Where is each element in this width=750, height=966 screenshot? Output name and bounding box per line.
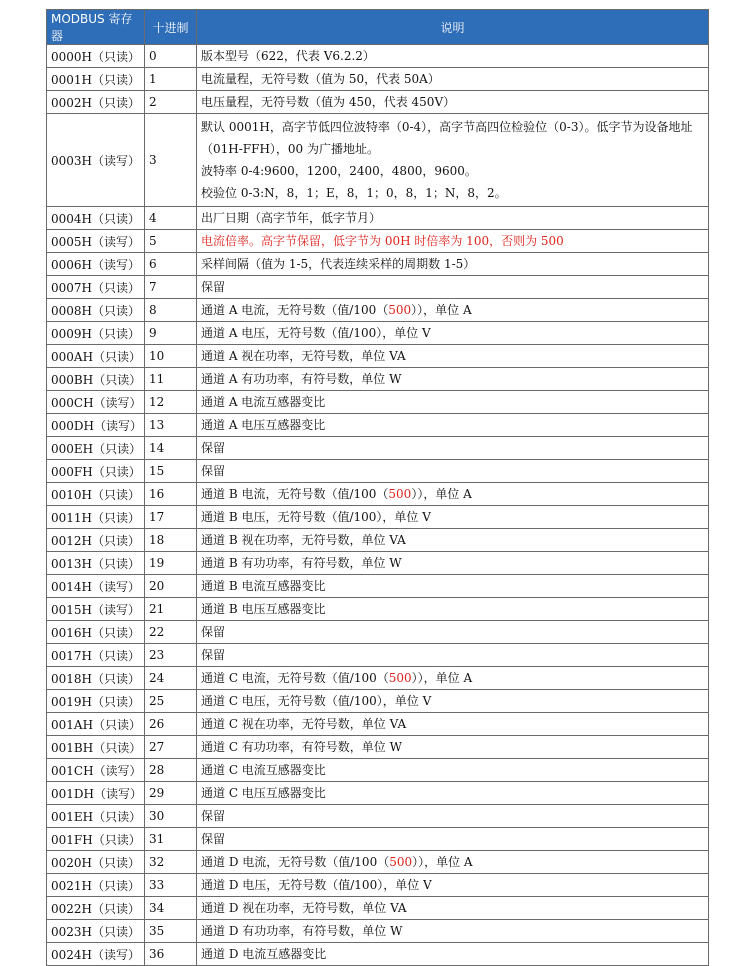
- table-row: [47, 345, 709, 368]
- register-address-cell: 0020H（只读）: [47, 851, 145, 874]
- description-cell: [197, 299, 709, 322]
- decimal-value-cell: 26: [145, 713, 197, 736]
- table-row: [47, 759, 709, 782]
- decimal-value-cell: 6: [145, 253, 197, 276]
- register-address-cell: 0007H（只读）: [47, 276, 145, 299]
- table-header-row: [47, 10, 709, 45]
- decimal-value-cell: 35: [145, 920, 197, 943]
- table-body: [47, 45, 709, 966]
- table-row: [47, 253, 709, 276]
- table-row: [47, 851, 709, 874]
- table-row: [47, 552, 709, 575]
- table-row: [47, 207, 709, 230]
- description-cell: 通道 D 电流互感器变比: [197, 943, 709, 966]
- highlight-value: 500: [389, 855, 413, 869]
- table-row: [47, 45, 709, 68]
- table-row: [47, 644, 709, 667]
- description-text: ）），单位 A: [411, 487, 472, 501]
- table-row: [47, 598, 709, 621]
- table-row: [47, 920, 709, 943]
- register-address-cell: 000AH（只读）: [47, 345, 145, 368]
- description-cell: 通道 A 电流互感器变比: [197, 391, 709, 414]
- register-address-cell: 001FH（只读）: [47, 828, 145, 851]
- register-address-cell: 0005H（读写）: [47, 230, 145, 253]
- register-address-cell: 0022H（只读）: [47, 897, 145, 920]
- register-address-cell: 0011H（只读）: [47, 506, 145, 529]
- description-cell: 通道 C 视在功率，无符号数，单位 VA: [197, 713, 709, 736]
- description-cell: 保留: [197, 828, 709, 851]
- table-row: [47, 805, 709, 828]
- table-row: [47, 506, 709, 529]
- decimal-value-cell: 32: [145, 851, 197, 874]
- column-header-register: MODBUS 寄存器: [47, 10, 145, 45]
- table-row: [47, 368, 709, 391]
- register-address-cell: 0008H（只读）: [47, 299, 145, 322]
- table-row: [47, 114, 709, 207]
- register-address-cell: 0009H（只读）: [47, 322, 145, 345]
- description-cell: 通道 B 有功功率，有符号数，单位 W: [197, 552, 709, 575]
- description-cell: 通道 C 电压，无符号数（值/100），单位 V: [197, 690, 709, 713]
- decimal-value-cell: 34: [145, 897, 197, 920]
- register-address-cell: 0000H（只读）: [47, 45, 145, 68]
- description-text: 通道 B 电流，无符号数（值/100（: [201, 487, 389, 501]
- decimal-value-cell: 31: [145, 828, 197, 851]
- decimal-value-cell: 7: [145, 276, 197, 299]
- column-header-description: 说明: [197, 10, 709, 45]
- table-row: [47, 874, 709, 897]
- register-address-cell: 0004H（只读）: [47, 207, 145, 230]
- decimal-value-cell: 23: [145, 644, 197, 667]
- description-cell: 保留: [197, 644, 709, 667]
- register-address-cell: 0012H（只读）: [47, 529, 145, 552]
- decimal-value-cell: 36: [145, 943, 197, 966]
- decimal-value-cell: 19: [145, 552, 197, 575]
- register-address-cell: 001DH（读写）: [47, 782, 145, 805]
- decimal-value-cell: 1: [145, 68, 197, 91]
- description-cell: 出厂日期（高字节年，低字节月）: [197, 207, 709, 230]
- description-line: 默认 0001H，高字节低四位波特率（0-4），高字节高四位检验位（0-3）。低字节为设备地址（01H-FFH），00 为广播地址。: [201, 120, 693, 156]
- table-row: [47, 736, 709, 759]
- description-cell: [197, 483, 709, 506]
- register-address-cell: 0016H（只读）: [47, 621, 145, 644]
- description-text: ）），单位 A: [411, 303, 472, 317]
- table-row: [47, 299, 709, 322]
- register-address-cell: 001CH（读写）: [47, 759, 145, 782]
- highlight-value: 500: [388, 671, 412, 685]
- decimal-value-cell: 10: [145, 345, 197, 368]
- register-address-cell: 0014H（读写）: [47, 575, 145, 598]
- register-address-cell: 0023H（只读）: [47, 920, 145, 943]
- decimal-value-cell: 18: [145, 529, 197, 552]
- description-cell: 通道 D 有功功率，有符号数，单位 W: [197, 920, 709, 943]
- table-row: [47, 713, 709, 736]
- description-cell: 保留: [197, 276, 709, 299]
- column-header-decimal: 十进制: [145, 10, 197, 45]
- table-row: [47, 782, 709, 805]
- decimal-value-cell: 30: [145, 805, 197, 828]
- description-cell: 通道 A 有功功率，有符号数，单位 W: [197, 368, 709, 391]
- register-address-cell: 000BH（只读）: [47, 368, 145, 391]
- description-cell: [197, 667, 709, 690]
- description-text: 通道 D 电流，无符号数（值/100（: [201, 855, 390, 869]
- description-cell: 保留: [197, 805, 709, 828]
- decimal-value-cell: 20: [145, 575, 197, 598]
- decimal-value-cell: 4: [145, 207, 197, 230]
- description-cell: 电流量程，无符号数（值为 50，代表 50A）: [197, 68, 709, 91]
- register-address-cell: 0021H（只读）: [47, 874, 145, 897]
- decimal-value-cell: 11: [145, 368, 197, 391]
- decimal-value-cell: 17: [145, 506, 197, 529]
- description-cell: 通道 B 视在功率，无符号数，单位 VA: [197, 529, 709, 552]
- description-cell: 电流倍率。高字节保留，低字节为 00H 时倍率为 100，否则为 500: [197, 230, 709, 253]
- decimal-value-cell: 22: [145, 621, 197, 644]
- table-row: [47, 529, 709, 552]
- decimal-value-cell: 21: [145, 598, 197, 621]
- register-address-cell: 0015H（读写）: [47, 598, 145, 621]
- description-cell: 保留: [197, 621, 709, 644]
- highlight-value: 500: [388, 303, 412, 317]
- description-cell: 通道 D 电压，无符号数（值/100），单位 V: [197, 874, 709, 897]
- table-row: [47, 621, 709, 644]
- description-cell: 通道 B 电流互感器变比: [197, 575, 709, 598]
- register-address-cell: 0019H（只读）: [47, 690, 145, 713]
- description-cell: 通道 D 视在功率，无符号数，单位 VA: [197, 897, 709, 920]
- description-text: ）），单位 A: [411, 671, 473, 685]
- decimal-value-cell: 15: [145, 460, 197, 483]
- description-cell: 保留: [197, 437, 709, 460]
- description-text: 通道 C 电流，无符号数（值/100（: [201, 671, 389, 685]
- description-cell: 通道 C 电流互感器变比: [197, 759, 709, 782]
- decimal-value-cell: 14: [145, 437, 197, 460]
- decimal-value-cell: 28: [145, 759, 197, 782]
- description-cell: 版本型号（622，代表 V6.2.2）: [197, 45, 709, 68]
- register-address-cell: 001EH（只读）: [47, 805, 145, 828]
- register-address-cell: 000CH（读写）: [47, 391, 145, 414]
- modbus-register-table: [46, 9, 709, 966]
- register-address-cell: 0017H（只读）: [47, 644, 145, 667]
- decimal-value-cell: 2: [145, 91, 197, 114]
- description-text: 通道 A 电流，无符号数（值/100（: [201, 303, 389, 317]
- decimal-value-cell: 5: [145, 230, 197, 253]
- table-row: [47, 575, 709, 598]
- table-row: [47, 276, 709, 299]
- description-cell: [197, 114, 709, 207]
- register-address-cell: 0002H（只读）: [47, 91, 145, 114]
- register-address-cell: 0024H（读写）: [47, 943, 145, 966]
- table-row: [47, 68, 709, 91]
- register-address-cell: 0001H（只读）: [47, 68, 145, 91]
- table-row: [47, 460, 709, 483]
- table-row: [47, 391, 709, 414]
- table-row: [47, 690, 709, 713]
- register-address-cell: 0010H（只读）: [47, 483, 145, 506]
- decimal-value-cell: 3: [145, 114, 197, 207]
- description-cell: 通道 A 电压，无符号数（值/100），单位 V: [197, 322, 709, 345]
- table-row: [47, 897, 709, 920]
- description-cell: 通道 B 电压互感器变比: [197, 598, 709, 621]
- register-address-cell: 0018H（只读）: [47, 667, 145, 690]
- decimal-value-cell: 24: [145, 667, 197, 690]
- description-cell: 采样间隔（值为 1-5，代表连续采样的周期数 1-5）: [197, 253, 709, 276]
- table-row: [47, 230, 709, 253]
- decimal-value-cell: 25: [145, 690, 197, 713]
- table-row: [47, 667, 709, 690]
- decimal-value-cell: 33: [145, 874, 197, 897]
- register-address-cell: 000DH（读写）: [47, 414, 145, 437]
- table-row: [47, 322, 709, 345]
- table-row: [47, 828, 709, 851]
- register-address-cell: 0013H（只读）: [47, 552, 145, 575]
- register-address-cell: 001BH（只读）: [47, 736, 145, 759]
- decimal-value-cell: 8: [145, 299, 197, 322]
- description-cell: 电压量程，无符号数（值为 450，代表 450V）: [197, 91, 709, 114]
- table-row: [47, 414, 709, 437]
- decimal-value-cell: 0: [145, 45, 197, 68]
- decimal-value-cell: 9: [145, 322, 197, 345]
- decimal-value-cell: 12: [145, 391, 197, 414]
- register-address-cell: 000FH（只读）: [47, 460, 145, 483]
- highlight-value: 500: [388, 487, 412, 501]
- table-row: [47, 943, 709, 966]
- description-text: ）），单位 A: [412, 855, 473, 869]
- description-cell: 保留: [197, 460, 709, 483]
- description-cell: 通道 C 电压互感器变比: [197, 782, 709, 805]
- decimal-value-cell: 16: [145, 483, 197, 506]
- register-address-cell: 001AH（只读）: [47, 713, 145, 736]
- description-cell: [197, 851, 709, 874]
- table-row: [47, 91, 709, 114]
- description-cell: 通道 A 视在功率，无符号数，单位 VA: [197, 345, 709, 368]
- description-line: 波特率 0-4:9600，1200，2400，4800，9600。: [201, 164, 477, 178]
- description-line: 校验位 0-3:N，8，1；E，8，1；0，8，1；N，8，2。: [201, 186, 507, 200]
- description-cell: 通道 A 电压互感器变比: [197, 414, 709, 437]
- register-address-cell: 0003H（读写）: [47, 114, 145, 207]
- description-cell: 通道 C 有功功率，有符号数，单位 W: [197, 736, 709, 759]
- decimal-value-cell: 27: [145, 736, 197, 759]
- register-address-cell: 0006H（读写）: [47, 253, 145, 276]
- decimal-value-cell: 13: [145, 414, 197, 437]
- register-address-cell: 000EH（只读）: [47, 437, 145, 460]
- table-row: [47, 483, 709, 506]
- decimal-value-cell: 29: [145, 782, 197, 805]
- table-row: [47, 437, 709, 460]
- description-cell: 通道 B 电压，无符号数（值/100），单位 V: [197, 506, 709, 529]
